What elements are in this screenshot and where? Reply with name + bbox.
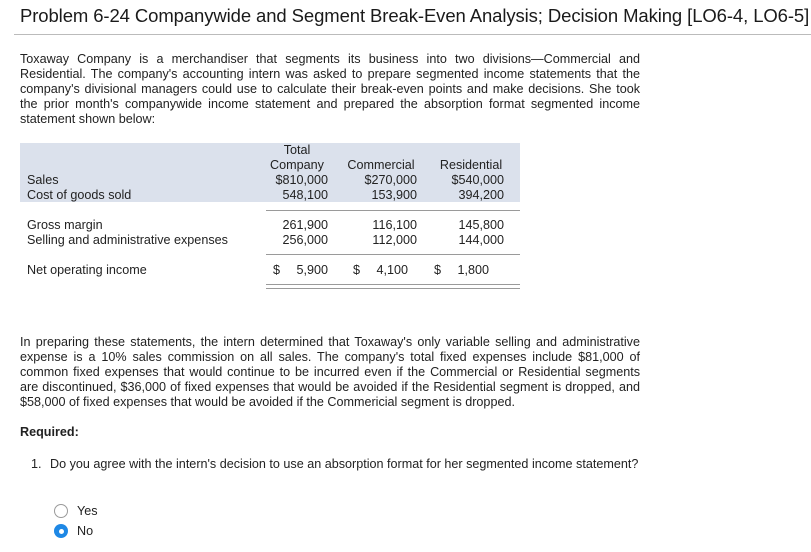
row-label-gross-margin: Gross margin	[27, 218, 103, 232]
row-label-cogs: Cost of goods sold	[27, 188, 132, 202]
net-income-top-rule	[266, 254, 520, 255]
gross-margin-commercial: 116,100	[372, 218, 417, 232]
header-residential: Residential	[439, 158, 503, 172]
cogs-residential: 394,200	[458, 188, 504, 202]
cogs-commercial: 153,900	[371, 188, 417, 202]
header-total-line1: Total	[283, 143, 311, 157]
subtotal-rule	[266, 210, 520, 211]
required-heading: Required:	[20, 425, 79, 439]
net-income-total: 5,900	[296, 263, 328, 277]
selling-admin-commercial: 112,000	[372, 233, 417, 247]
question-number: 1.	[31, 457, 42, 471]
title-divider	[14, 34, 811, 35]
radio-yes[interactable]	[54, 504, 68, 518]
net-income-residential: 1,800	[457, 263, 489, 277]
currency-sign-total: $	[273, 263, 281, 277]
sales-residential: $540,000	[451, 173, 504, 187]
row-label-net-operating-income: Net operating income	[27, 263, 147, 277]
row-label-sales: Sales	[27, 173, 59, 187]
currency-sign-commercial: $	[353, 263, 361, 277]
cogs-total: 548,100	[282, 188, 328, 202]
intro-paragraph: Toxaway Company is a merchandiser that segments its business into two divisions—Commercial and Residential. The company's accounting intern was asked to prepare segmented income statements that the company's divisional managers could use to calculate their break-even points and make decisions. She took the prior month's companywide income statement and prepared the absorption format segmented income statement shown below:	[20, 52, 640, 126]
sales-commercial: $270,000	[364, 173, 417, 187]
double-rule-top	[266, 284, 520, 285]
double-rule-bottom	[266, 288, 520, 289]
selling-admin-total: 256,000	[282, 233, 328, 247]
radio-no-selected[interactable]	[54, 524, 68, 538]
sales-total: $810,000	[275, 173, 328, 187]
assumptions-paragraph: In preparing these statements, the intern determined that Toxaway's only variable selling and administrative expense is a 10% sales commission on all sales. The company's total fixed expenses include $81,000 of common fixed expenses that would continue to be incurred even if the Commercial or Residential segments are discontinued, $36,000 of fixed expenses that would be avoided if the Residential segment is dropped, and $58,000 of fixed expenses that would be avoided if the Commericial segment is dropped.	[20, 335, 640, 409]
gross-margin-residential: 145,800	[458, 218, 504, 232]
net-income-commercial: 4,100	[376, 263, 408, 277]
selling-admin-residential: 144,000	[458, 233, 504, 247]
option-no-label[interactable]: No	[77, 524, 94, 538]
header-commercial: Commercial	[347, 158, 415, 172]
gross-margin-total: 261,900	[282, 218, 328, 232]
option-yes-label[interactable]: Yes	[77, 504, 98, 518]
option-yes[interactable]	[54, 502, 98, 520]
currency-sign-residential: $	[434, 263, 442, 277]
header-total-line2: Company	[270, 158, 324, 172]
option-no[interactable]	[54, 522, 93, 540]
problem-title: Problem 6-24 Companywide and Segment Break-Even Analysis; Decision Making [LO6-4, LO6-5]	[20, 5, 810, 26]
question-text: Do you agree with the intern's decision to use an absorption format for her segmented income statement?	[50, 457, 639, 471]
row-label-selling-admin: Selling and administrative expenses	[27, 233, 228, 247]
